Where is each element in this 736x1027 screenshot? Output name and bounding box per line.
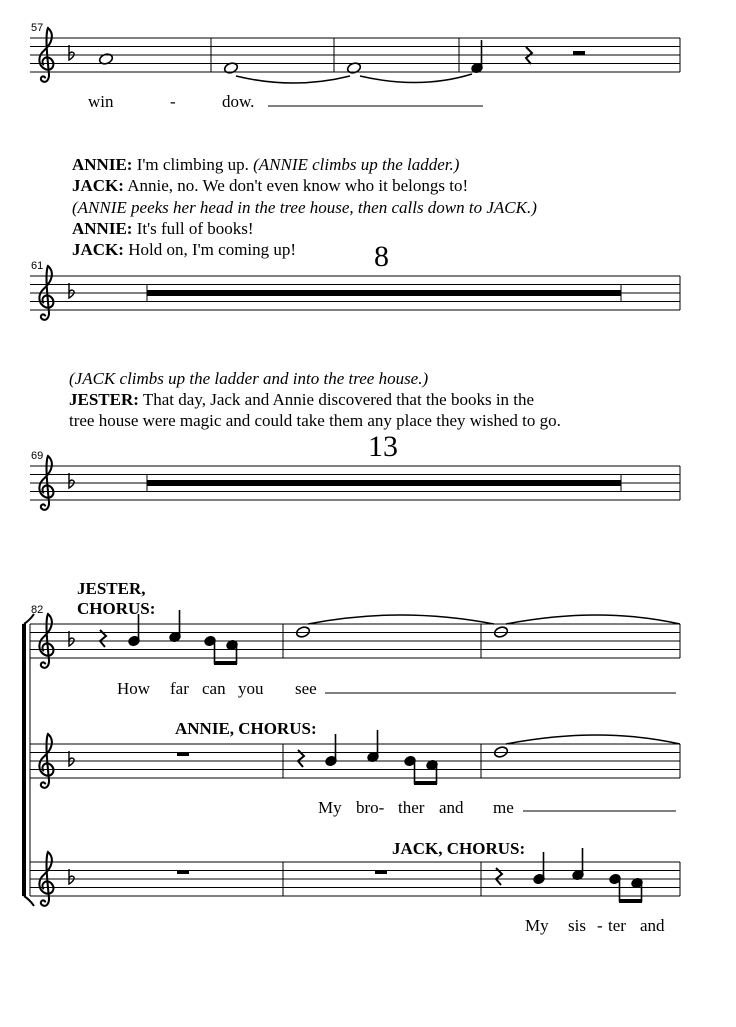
dialogue-text: I'm climbing up. xyxy=(132,155,254,174)
staff-jester-chorus xyxy=(30,624,680,658)
multirest-count-69: 13 xyxy=(368,430,398,463)
stage-direction: (ANNIE peeks her head in the tree house, then calls down to JACK.) xyxy=(72,198,537,217)
lyric-syllable: and xyxy=(439,798,464,817)
lyric-syllable: bro- xyxy=(356,798,385,817)
staff-annie-chorus xyxy=(30,744,680,778)
role-label-jester: JESTER, xyxy=(77,579,146,598)
speaker-name: ANNIE: xyxy=(72,155,133,174)
role-label-chorus: CHORUS: xyxy=(77,599,156,618)
dialogue-text: Annie, no. We don't even know who it belongs to! xyxy=(123,176,469,195)
lyric-syllable: dow. xyxy=(222,92,255,111)
lyric-syllable: My xyxy=(525,916,549,935)
measure-number-57: 57 xyxy=(31,22,44,34)
speaker-name: JESTER: xyxy=(69,390,139,409)
speaker-name: JACK: xyxy=(72,240,124,259)
lyric-syllable: can xyxy=(202,679,226,698)
dialogue-line xyxy=(69,369,428,389)
dialogue-text: tree house were magic and could take them any place they wished to go. xyxy=(69,411,561,430)
dialogue-line xyxy=(69,411,561,431)
lyric-syllable: me xyxy=(493,798,514,817)
speaker-name: JACK: xyxy=(72,176,124,195)
lyric-syllable: you xyxy=(238,679,264,698)
dialogue-line xyxy=(72,176,468,196)
dialogue-line xyxy=(72,155,459,175)
lyric-syllable: sis xyxy=(568,916,586,935)
speaker-name: ANNIE: xyxy=(72,219,133,238)
measure-number-61: 61 xyxy=(31,260,44,272)
lyric-syllable: ter xyxy=(608,916,626,935)
dialogue-line xyxy=(72,219,254,239)
notes-jester-chorus xyxy=(100,610,680,665)
multirest-bar-61 xyxy=(147,290,621,296)
lyric-syllable: and xyxy=(640,916,665,935)
lyric-syllable: ther xyxy=(398,798,425,817)
dialogue-text: Hold on, I'm coming up! xyxy=(123,240,297,259)
lyric-syllable: win xyxy=(88,92,114,111)
lyric-syllable: - xyxy=(170,92,176,111)
multirest-bar-69 xyxy=(147,480,621,486)
lyric-syllable: far xyxy=(170,679,189,698)
measure-number-82: 82 xyxy=(31,604,44,616)
stage-direction: (ANNIE climbs up the ladder.) xyxy=(253,155,460,174)
lyric-syllable: How xyxy=(117,679,151,698)
dialogue-line xyxy=(69,390,534,410)
lyric-syllable: - xyxy=(597,916,603,935)
dialogue-line xyxy=(72,240,296,260)
lyric-syllable: see xyxy=(295,679,317,698)
role-label-jack: JACK, CHORUS: xyxy=(392,839,526,858)
multirest-count-61: 8 xyxy=(374,240,389,273)
dialogue-line xyxy=(72,198,537,218)
dialogue-text: It's full of books! xyxy=(132,219,254,238)
role-label-annie: ANNIE, CHORUS: xyxy=(175,719,317,738)
dialogue-text: That day, Jack and Annie discovered that the books in the xyxy=(138,390,535,409)
measure-number-69: 69 xyxy=(31,450,44,462)
stage-direction: (JACK climbs up the ladder and into the tree house.) xyxy=(69,369,429,388)
lyric-syllable: My xyxy=(318,798,342,817)
